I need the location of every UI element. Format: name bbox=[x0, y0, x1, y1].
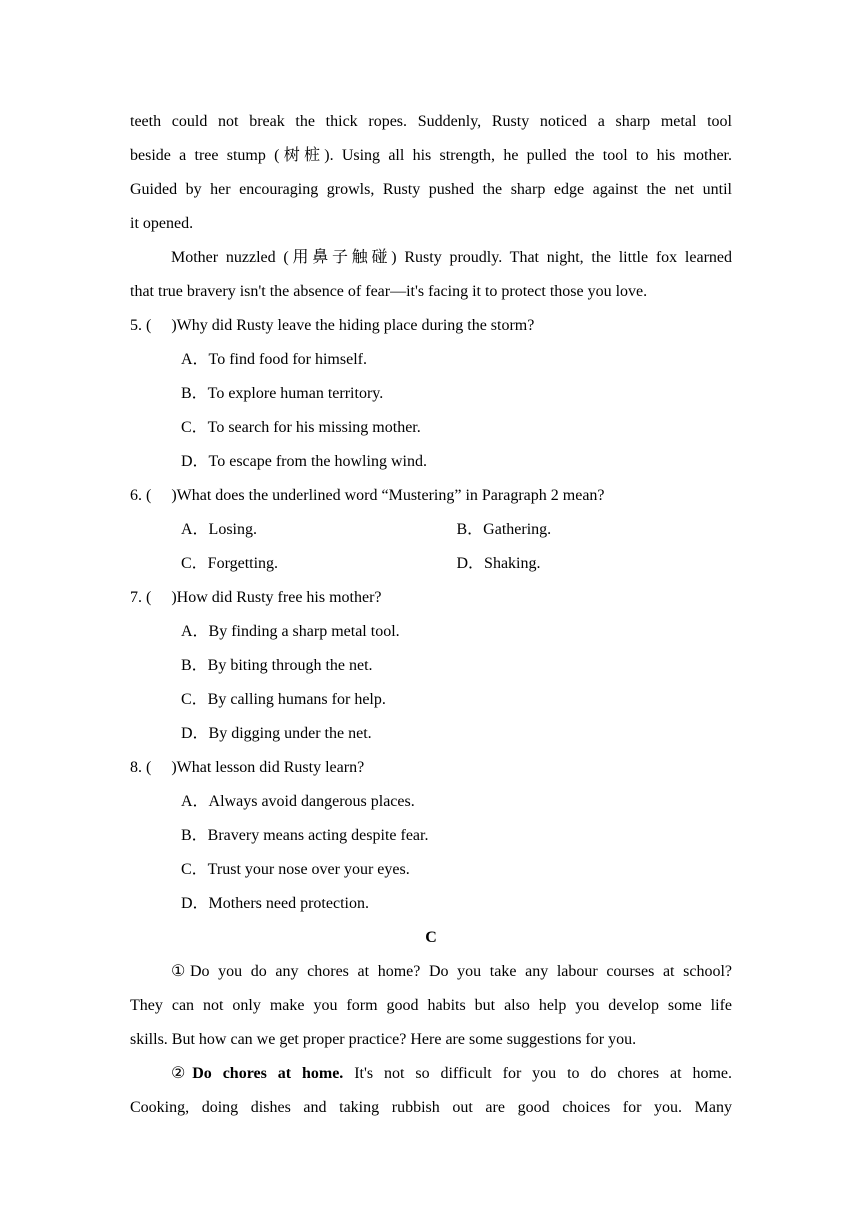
answer-option: A．By finding a sharp metal tool. bbox=[181, 623, 400, 640]
answer-option: A．Always avoid dangerous places. bbox=[181, 793, 415, 810]
answer-option: A．Losing. bbox=[181, 521, 258, 538]
answer-option: B．By biting through the net. bbox=[181, 657, 373, 674]
passage-line: They can not only make you form good habits but also help you develop some life bbox=[130, 997, 732, 1014]
answer-option: D．Mothers need protection. bbox=[181, 895, 369, 912]
question-stem: 8. ( )What lesson did Rusty learn? bbox=[130, 759, 365, 776]
passage-line bbox=[130, 1057, 732, 1091]
question-stem: 7. ( )How did Rusty free his mother? bbox=[130, 589, 382, 606]
answer-option: D．Shaking. bbox=[456, 555, 541, 572]
option-row bbox=[130, 513, 732, 547]
answer-option: B．To explore human territory. bbox=[181, 385, 384, 402]
option-row bbox=[130, 547, 732, 581]
passage-line: Guided by her encouraging growls, Rusty pushed the sharp edge against the net until bbox=[130, 181, 732, 198]
passage-line: skills. But how can we get proper practice? Here are some suggestions for you. bbox=[130, 1031, 637, 1048]
paragraph-marker: ② bbox=[171, 1065, 193, 1082]
question-stem: 5. ( )Why did Rusty leave the hiding place during the storm? bbox=[130, 317, 535, 334]
page-content bbox=[130, 105, 732, 1125]
answer-option: B．Bravery means acting despite fear. bbox=[181, 827, 429, 844]
answer-option: C．To search for his missing mother. bbox=[181, 419, 421, 436]
question-stem: 6. ( )What does the underlined word “Mustering” in Paragraph 2 mean? bbox=[130, 487, 605, 504]
passage-line: Cooking, doing dishes and taking rubbish out are good choices for you. Many bbox=[130, 1099, 732, 1116]
passage-line: Mother nuzzled (用鼻子触碰) Rusty proudly. That night, the little fox learned bbox=[171, 249, 732, 266]
answer-option: D．By digging under the net. bbox=[181, 725, 372, 742]
passage-line: beside a tree stump (树桩). Using all his strength, he pulled the tool to his mother. bbox=[130, 147, 732, 164]
passage-line: it opened. bbox=[130, 215, 194, 232]
bold-heading: Do chores at home. bbox=[192, 1065, 344, 1082]
answer-option: C．Trust your nose over your eyes. bbox=[181, 861, 410, 878]
answer-option: D．To escape from the howling wind. bbox=[181, 453, 427, 470]
passage-line: teeth could not break the thick ropes. Suddenly, Rusty noticed a sharp metal tool bbox=[130, 113, 732, 130]
answer-option: C．By calling humans for help. bbox=[181, 691, 386, 708]
section-heading: C bbox=[425, 929, 437, 946]
passage-text: It's not so difficult for you to do chores at home. bbox=[343, 1065, 732, 1082]
passage-line: ①Do you do any chores at home? Do you take any labour courses at school? bbox=[171, 963, 732, 980]
answer-option: B．Gathering. bbox=[456, 521, 552, 538]
answer-option: C．Forgetting. bbox=[181, 555, 279, 572]
passage-line: that true bravery isn't the absence of fear—it's facing it to protect those you love. bbox=[130, 283, 648, 300]
answer-option: A．To find food for himself. bbox=[181, 351, 367, 368]
